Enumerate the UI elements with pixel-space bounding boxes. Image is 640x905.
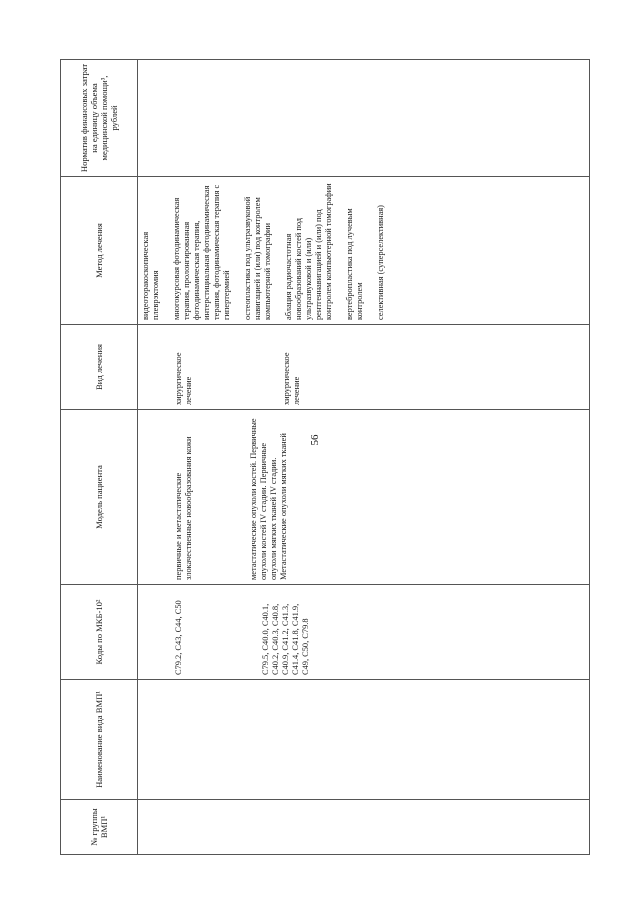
- cell-patient-model: [138, 410, 590, 585]
- header-patient-model: Модель пациента: [61, 410, 138, 585]
- header-cost-norm: Норматив финансовых затрат на единицу объема медицинской помощи³, рублей: [61, 60, 138, 177]
- cell-cost-norm: [138, 60, 590, 177]
- icd-codes-skin: C79.2, C43, C44, C50: [174, 600, 183, 675]
- method-osteoplasty: остеопластика под ультразвуковой навигацией и (или) под контролем компьютерной томографии: [243, 196, 272, 320]
- model-skin: первичные и метастатические злокачественные новообразования кожи: [174, 436, 193, 580]
- cell-group-number: [138, 800, 590, 855]
- cell-treatment-type: [138, 325, 590, 410]
- rotated-table-container: [60, 60, 590, 855]
- header-icd-codes: Коды по МКБ-10²: [61, 585, 138, 680]
- method-pleurectomy: видеоторакоскопическая плеврэктомия: [141, 231, 160, 320]
- method-vertebroplasty: вертебропластика под лучевым контролем: [345, 208, 364, 320]
- icd-codes-bone: C79.5, C40.0, C40.1, C40.2, C40.3, C40.8, C40.9, C41.2, C41.3, C41.4, C41.8, C41.9, C49, C50, C79.8: [261, 603, 310, 675]
- cell-treatment-method: [138, 177, 590, 325]
- header-group-number: № группы ВМП¹: [61, 800, 138, 855]
- header-treatment-type: Вид лечения: [61, 325, 138, 410]
- cell-vmp-name: [138, 680, 590, 800]
- method-selective: селективная (суперселективная): [376, 205, 385, 320]
- table-header-row: [61, 60, 138, 855]
- page-number: 56: [309, 434, 321, 446]
- type-bone: хирургическое лечение: [282, 352, 301, 405]
- method-ablation: аблация радиочастотная новообразований костей под ультразвуковой и (или) рентгеннавигацией и (или) под контролем компьютерной томографии: [284, 183, 333, 320]
- model-bone: метастатические опухоли костей. Первичные опухоли костей IV стадии. Первичные опухоли мягких тканей IV стадии. Метастатические опухоли мягких тканей: [249, 418, 288, 580]
- cell-icd-codes: [138, 585, 590, 680]
- method-photodynamic: многокурсовая фотодинамическая терапия, пролонгированная фотодинамическая терапия, интерстициальная фотодинамическая терапия, фотодинамическая терапия с гипертермией: [172, 184, 231, 320]
- header-treatment-method: Метод лечения: [61, 177, 138, 325]
- type-skin: хирургическое лечение: [174, 352, 193, 405]
- vmp-table: [60, 59, 590, 855]
- table-body-row: [138, 60, 590, 855]
- header-vmp-name: Наименование вида ВМП¹: [61, 680, 138, 800]
